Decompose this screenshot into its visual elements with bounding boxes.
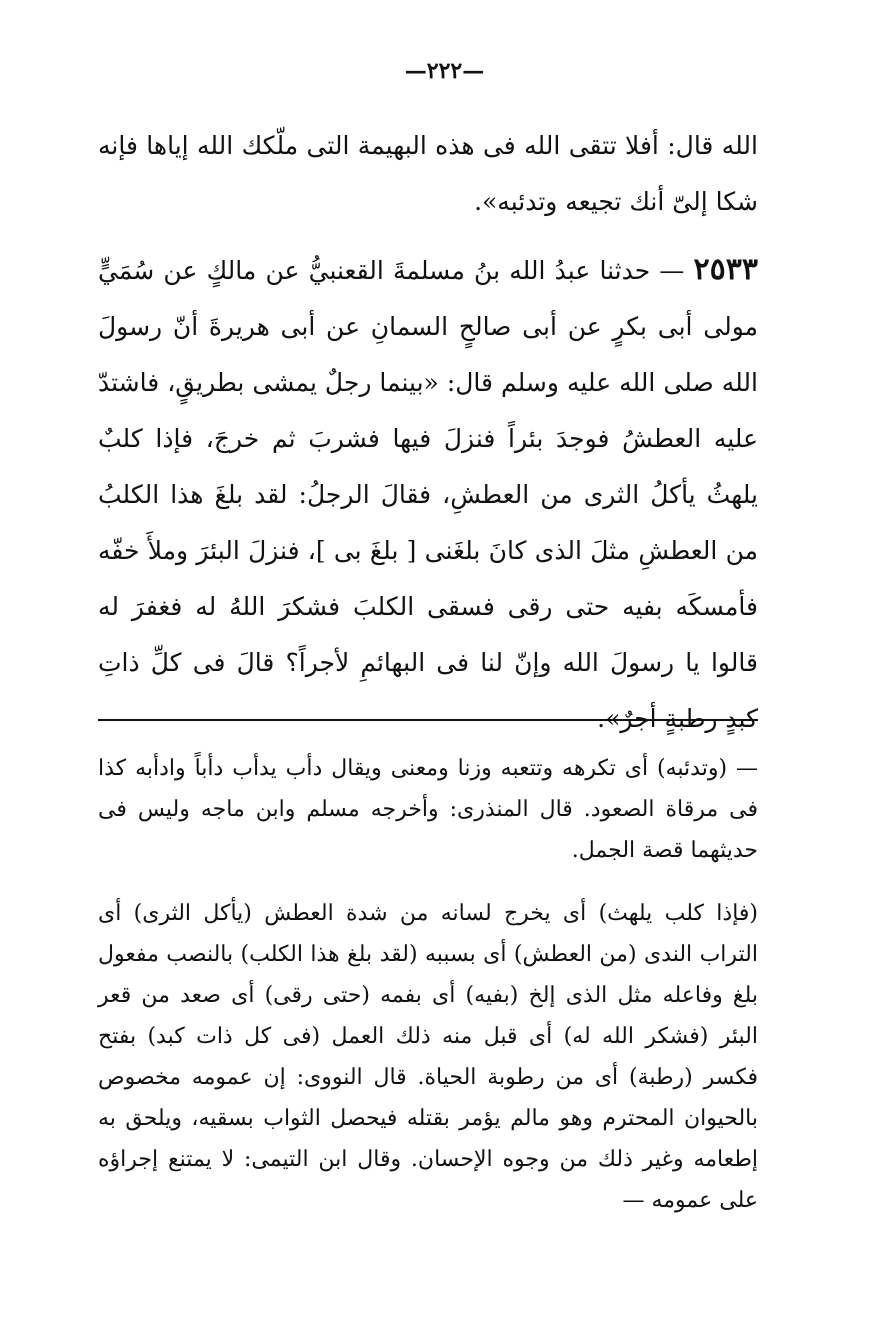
- page-number: —٢٢٢—: [404, 58, 485, 84]
- hadith-paragraph: [98, 242, 758, 747]
- hadith-number: ٢٥٣٣: [693, 252, 758, 287]
- main-text-block: [98, 118, 758, 747]
- footnote-divider: [98, 719, 758, 721]
- commentary-note-2: (فإذا كلب يلهث) أى يخرج لسانه من شدة العطش (يأكل الثرى) أى التراب الندى (من العطش) أى بسببه (لقد بلغ هذا الكلب) بالنصب مفعول بلغ وفاعله مثل الذى إلخ (بفيه) أى بفمه (حتى رقى) أى صعد من قعر البئر (فشكر الله له) أى قبل منه ذلك العمل (فى كل ذات كبد) بفتح فكسر (رطبة) أى من رطوبة الحياة. قال النووى: إن عمومه مخصوص بالحيوان المحترم وهو مالم يؤمر بقتله فيحصل الثواب بسقيه، ويلحق به إطعامه وغير ذلك من وجوه الإحسان. وقال ابن التيمى: لا يمتنع إجراؤه على عمومه —: [98, 901, 758, 1213]
- commentary-note-1: — (وتدئبه) أى تكرهه وتتعبه وزنا ومعنى ويقال دأب يدأب دأباً وادأبه كذا فى مرقاة الصعود. قال المنذرى: وأخرجه مسلم وابن ماجه وليس فى حديثهما قصة الجمل.: [98, 756, 758, 863]
- commentary-block: [98, 748, 758, 1221]
- hadith-text: — حدثنا عبدُ الله بنُ مسلمةَ القعنبيُّ عن مالكٍ عن سُمَيٍّ مولى أبى بكرٍ عن أبى صالحٍ السمانِ عن أبى هريرةَ أنّ رسولَ الله صلى الله عليه وسلم قال: «بينما رجلٌ يمشى بطريقٍ، فاشتدّ عليه العطشُ فوجدَ بئراً فنزلَ فيها فشربَ ثم خرجَ، فإذا كلبٌ يلهثُ يأكلُ الثرى من العطشِ، فقالَ الرجلُ: لقد بلغَ هذا الكلبُ من العطشِ مثلَ الذى كانَ بلغَنى [ بلغَ بى ]، فنزلَ البئرَ وملأَ خفّه فأمسكَه بفيه حتى رقى فسقى الكلبَ فشكرَ اللهُ له فغفرَ له قالوا يا رسولَ الله وإنّ لنا فى البهائمِ لأجراً؟ قالَ فى كلِّ ذاتِ كبدٍ رطبةٍ أجرٌ».: [98, 256, 758, 733]
- previous-hadith-ending: الله قال: أفلا تتقى الله فى هذه البهيمة التى ملّكك الله إياها فإنه شكا إلىّ أنك تجيعه وتدئبه».: [98, 131, 758, 216]
